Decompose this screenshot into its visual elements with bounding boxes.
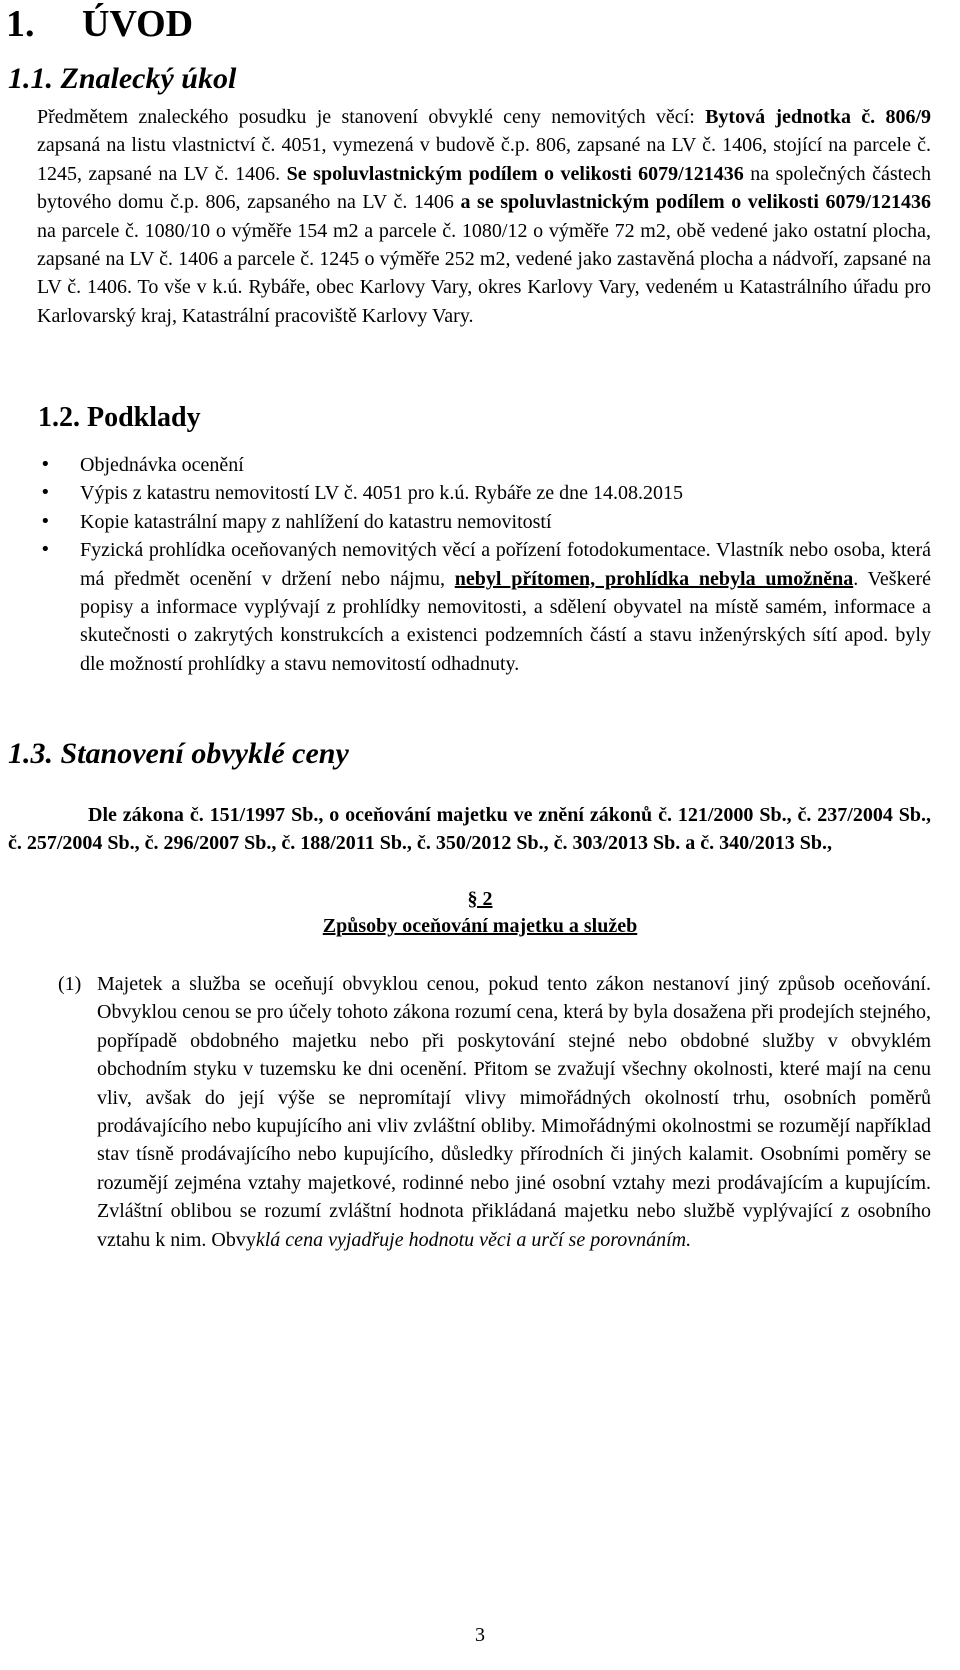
paragraph-segment: na společných částech bytového domu č.p. 806, zapsaného na LV č. 1406 [37, 162, 931, 214]
law-reference [8, 801, 931, 858]
section-1-1-heading [8, 62, 236, 96]
paragraph-segment: na parcele č. 1080/10 o výměře 154 m2 a parcele č. 1080/12 o výměře 72 m2, obě vedené jako ostatní plocha, zapsané na LV č. 1406 a parcele č. 1245 o výměře 252 m2, vedené jako zastavěná plocha a nádvoří, zapsané na LV č. 1406. To vše v k.ú. Rybáře, obec Karlovy Vary, okres Karlovy Vary, vedeném u Katastrálního úřadu pro Karlovarský kraj, Katastrální pracoviště Karlovy Vary. [37, 219, 931, 327]
list-item-text: Kopie katastrální mapy z nahlížení do katastru nemovitostí [80, 510, 552, 533]
list-item [37, 479, 931, 507]
list-item-text: Objednávka ocenění [80, 454, 244, 476]
paragraph-bold-segment: a se spoluvlastnickým podílem o velikosti 6079/121436 [460, 191, 932, 214]
section-title: Podklady [87, 402, 201, 433]
paragraph-mark [0, 888, 960, 911]
section-1-2-heading [38, 402, 201, 434]
list-item-text: . Veškeré popisy a informace vyplývají z prohlídky nemovitosti, a sdělení obyvatel na místě samém, informace a skutečnosti o zakrytých konstrukcích a existenci podzemních částí a stavu inženýrských sítí apod. byly dle možností prohlídky a stavu nemovitostí odhadnuty. [80, 567, 931, 675]
paragraph-segment: zapsaná na listu vlastnictví č. 4051, vymezená v budově č.p. 806, zapsané na LV č. 1406, stojící na parcele č. 1245, zapsané na LV č. 1406. [37, 134, 931, 185]
section-1-3-heading [8, 737, 349, 771]
clause-text: Majetek a služba se oceňují obvyklou cenou, pokud tento zákon nestanoví jiný způsob oceňování. Obvyklou cenou se pro účely tohoto zákona rozumí cena, která by byla dosažena při prodejích stejného, popřípadě obdobného majetku nebo při poskytování stejné nebo obdobné služby v obvyklém obchodním styku v tuzemsku ke dni ocenění. Přitom se zvažují všechny okolnosti, které mají na cenu vliv, avšak do její výše se nepromítají vlivy mimořádných okolností trhu, osobních poměrů prodávajícího nebo kupujícího ani vliv zvláštní obliby. Mimořádnými okolnostmi se rozumějí například stav tísně prodávajícího nebo kupujícího, důsledky přírodních či jiných kalamit. Osobními poměry se rozumějí zejména vztahy majetkové, rodinné nebo jiné osobní vztahy mezi prodávajícím a kupujícím. Zvláštní oblibou se rozumí zvláštní hodnota přikládaná majetku nebo službě vyplývající z osobního vztahu k nim. Obvy [97, 973, 931, 1251]
law-text: Dle zákona č. 151/1997 Sb., o oceňování majetku ve znění zákonů č. 121/2000 Sb., č. 237/2004 Sb., č. 257/2004 Sb., č. 296/2007 Sb., č. 188/2011 Sb., č. 350/2012 Sb., č. 303/2013 Sb. a č. 340/2013 Sb., [8, 804, 931, 855]
paragraph-title-text: Způsoby oceňování majetku a služeb [322, 915, 638, 937]
section-number: 1.3. [8, 737, 53, 770]
section-number: 1.2. [38, 402, 80, 433]
list-item [37, 451, 931, 479]
paragraph-bold-segment: Bytová jednotka č. 806/9 [705, 106, 932, 128]
clause-italic-text: klá cena vyjadřuje hodnotu věci a určí se porovnáním. [255, 1228, 692, 1251]
paragraph-segment: Předmětem znaleckého posudku je stanovení obvyklé ceny nemovitých věcí: [37, 106, 706, 128]
paragraph-bold-segment: Se spoluvlastnickým podílem o velikosti 6079/121436 [286, 162, 744, 185]
paragraph-title [0, 915, 960, 938]
heading-uvod [6, 2, 193, 46]
clause-number: (1) [58, 973, 82, 995]
section-title: Stanovení obvyklé ceny [60, 737, 349, 770]
page-number: 3 [475, 1624, 485, 1646]
list-item-text: Výpis z katastru nemovitostí LV č. 4051 pro k.ú. Rybáře ze dne 14.08.2015 [80, 482, 683, 505]
heading-number: 1. [6, 3, 35, 45]
clause-body [97, 970, 931, 1254]
list-item [37, 536, 931, 678]
section-1-1-paragraph [37, 103, 931, 330]
podklady-list [37, 451, 931, 678]
underlined-text: nebyl přítomen, prohlídka nebyla umožněna [454, 567, 854, 590]
section-title: Znalecký úkol [60, 62, 237, 95]
paragraph-mark-text: § 2 [467, 888, 493, 910]
list-item-text: Fyzická prohlídka oceňovaných nemovitých věcí a pořízení fotodokumentace. Vlastník nebo osoba, která má předmět ocenění v držení nebo nájmu, [80, 539, 931, 590]
section-number: 1.1. [8, 62, 53, 95]
law-clause [58, 970, 931, 1254]
heading-title: ÚVOD [82, 3, 194, 45]
list-item [37, 508, 931, 536]
